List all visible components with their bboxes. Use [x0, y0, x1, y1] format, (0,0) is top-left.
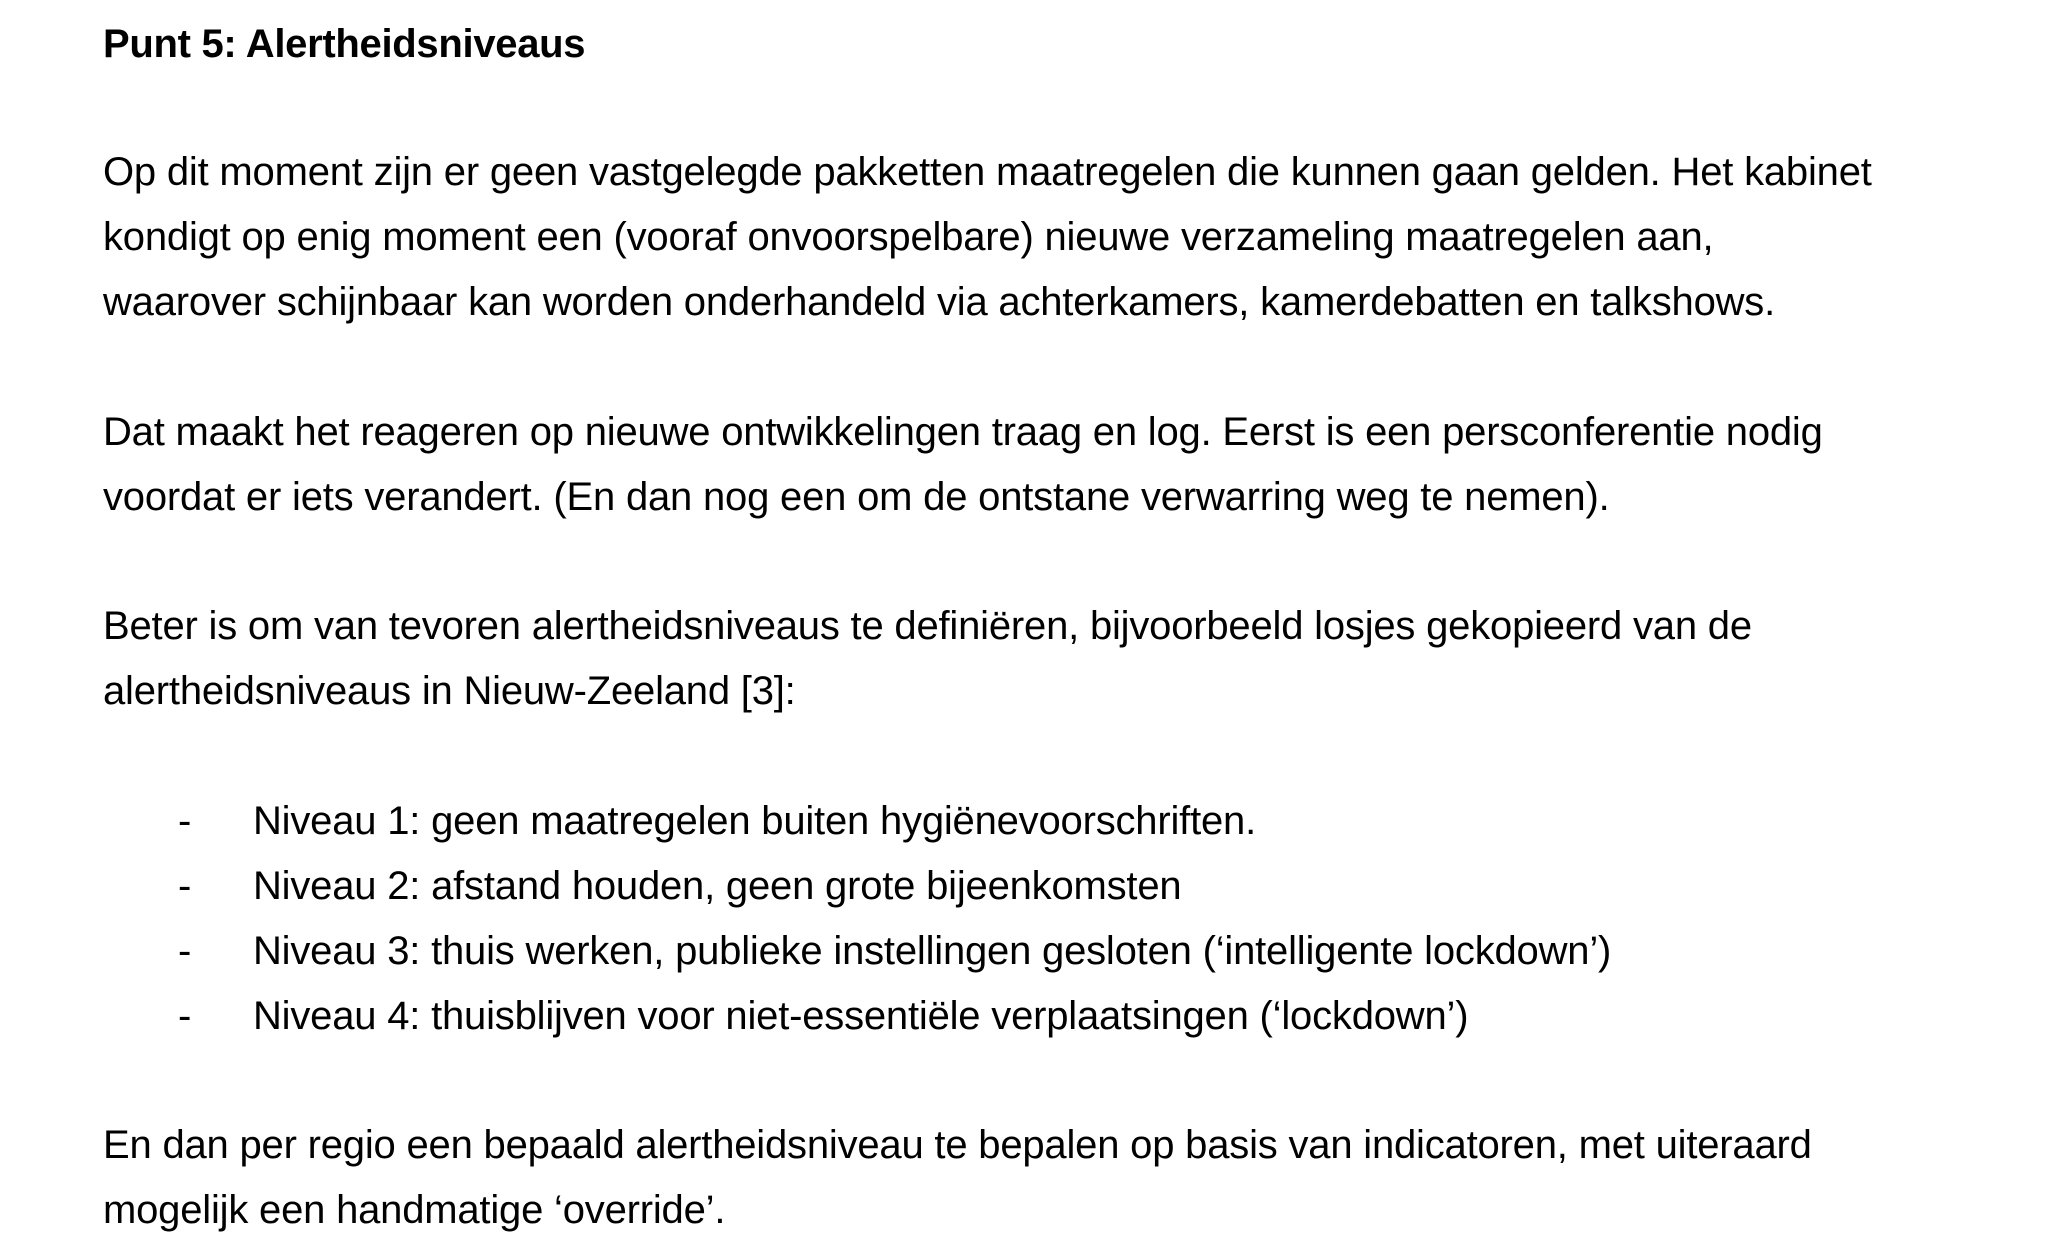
- paragraph-slow-response: [103, 400, 1823, 530]
- paragraph-proposal: [103, 594, 1752, 724]
- paragraph-line: Beter is om van tevoren alertheidsniveaus te definiëren, bijvoorbeeld losjes gekopieerd van de: [103, 604, 1752, 648]
- bullet-dash: -: [178, 994, 192, 1038]
- paragraph-current-situation: [103, 140, 1872, 335]
- bullet-dash: -: [178, 864, 192, 908]
- paragraph-line: Op dit moment zijn er geen vastgelegde pakketten maatregelen die kunnen gaan gelden. Het kabinet: [103, 150, 1872, 194]
- paragraph-line: alertheidsniveaus in Nieuw-Zeeland [3]:: [103, 669, 796, 713]
- bullet-dash: -: [178, 799, 192, 843]
- paragraph-regional-levels: [103, 1113, 1812, 1243]
- bullet-dash: -: [178, 929, 192, 973]
- paragraph-line: Dat maakt het reageren op nieuwe ontwikkelingen traag en log. Eerst is een persconferentie nodig: [103, 410, 1823, 454]
- paragraph-line: voordat er iets verandert. (En dan nog een om de ontstane verwarring weg te nemen).: [103, 475, 1610, 519]
- list-item-text: Niveau 4: thuisblijven voor niet-essentiële verplaatsingen (‘lockdown’): [253, 994, 1469, 1038]
- paragraph-line: waarover schijnbaar kan worden onderhandeld via achterkamers, kamerdebatten en talkshows.: [103, 280, 1776, 324]
- section-heading: Punt 5: Alertheidsniveaus: [103, 22, 586, 66]
- list-item-text: Niveau 1: geen maatregelen buiten hygiënevoorschriften.: [253, 799, 1256, 843]
- list-item-text: Niveau 2: afstand houden, geen grote bijeenkomsten: [253, 864, 1182, 908]
- paragraph-line: En dan per regio een bepaald alertheidsniveau te bepalen op basis van indicatoren, met uiteraard: [103, 1123, 1812, 1167]
- paragraph-line: kondigt op enig moment een (vooraf onvoorspelbare) nieuwe verzameling maatregelen aan,: [103, 215, 1714, 259]
- paragraph-line: mogelijk een handmatige ‘override’.: [103, 1188, 726, 1232]
- list-item-text: Niveau 3: thuis werken, publieke instellingen gesloten (‘intelligente lockdown’): [253, 929, 1612, 973]
